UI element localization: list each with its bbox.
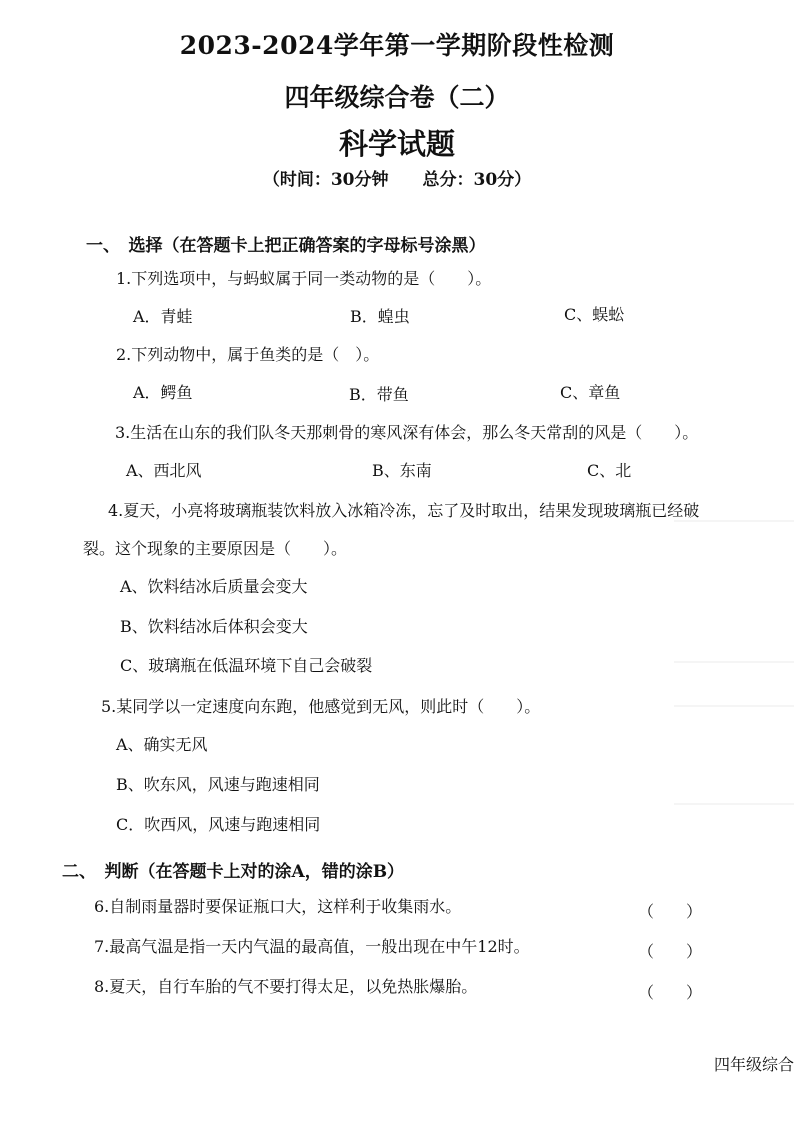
scan-bleed-mark bbox=[674, 661, 794, 663]
question-8-stem: 8.夏天，自行车胎的气不要打得太足，以免热胀爆胎。 bbox=[94, 977, 478, 996]
question-7-answer-parentheses: （ ） bbox=[638, 942, 703, 961]
section-1-heading: 一、 选择（在答题卡上把正确答案的字母标号涂黑） bbox=[86, 236, 486, 256]
question-2-option-b: B．带鱼 bbox=[349, 385, 409, 404]
question-6-answer-parentheses: （ ） bbox=[638, 902, 703, 921]
question-1-option-b: B．蝗虫 bbox=[350, 307, 410, 326]
question-4-stem-line-1: 4.夏天，小亮将玻璃瓶装饮料放入冰箱冷冻，忘了及时取出，结果发现玻璃瓶已经破 bbox=[108, 501, 700, 520]
question-8-answer-parentheses: （ ） bbox=[638, 983, 703, 1002]
scan-bleed-mark bbox=[674, 803, 794, 805]
question-4-option-a: A、饮料结冰后质量会变大 bbox=[120, 577, 308, 596]
scan-bleed-mark bbox=[674, 705, 794, 707]
question-3-option-b: B、东南 bbox=[372, 461, 432, 480]
subject-title: 科学试题 bbox=[338, 127, 455, 161]
exam-title: 2023-2024学年第一学期阶段性检测 bbox=[179, 31, 615, 60]
question-5-option-b: B、吹东风，风速与跑速相同 bbox=[116, 775, 320, 794]
question-1-stem: 1.下列选项中，与蚂蚁属于同一类动物的是（ ）。 bbox=[116, 269, 492, 288]
question-3-option-c: C、北 bbox=[587, 461, 632, 480]
exam-subtitle: 四年级综合卷（二） bbox=[284, 83, 510, 112]
question-2-option-a: A．鳄鱼 bbox=[133, 383, 193, 402]
section-2-heading: 二、 判断（在答题卡上对的涂A，错的涂B） bbox=[62, 862, 405, 882]
question-7-stem: 7.最高气温是指一天内气温的最高值，一般出现在中午12时。 bbox=[94, 937, 530, 956]
scan-bleed-mark bbox=[674, 520, 794, 522]
question-4-stem-line-2: 裂。这个现象的主要原因是（ ）。 bbox=[83, 539, 348, 558]
question-4-option-b: B、饮料结冰后体积会变大 bbox=[120, 617, 308, 636]
question-5-option-a: A、确实无风 bbox=[116, 735, 208, 754]
question-6-stem: 6.自制雨量器时要保证瓶口大，这样利于收集雨水。 bbox=[94, 897, 462, 916]
question-2-stem: 2.下列动物中，属于鱼类的是（ ）。 bbox=[116, 345, 380, 364]
question-4-option-c: C、玻璃瓶在低温环境下自己会破裂 bbox=[120, 656, 373, 675]
exam-meta: （时间：30分钟 总分：30分） bbox=[262, 170, 532, 190]
question-3-option-a: A、西北风 bbox=[126, 461, 202, 480]
question-1-option-a: A．青蛙 bbox=[133, 307, 193, 326]
question-1-option-c: C、蜈蚣 bbox=[564, 305, 625, 324]
question-3-stem: 3.生活在山东的我们队冬天那刺骨的寒风深有体会，那么冬天常刮的风是（ ）。 bbox=[115, 423, 699, 442]
question-5-option-c: C．吹西风，风速与跑速相同 bbox=[116, 815, 321, 834]
question-2-option-c: C、章鱼 bbox=[560, 383, 621, 402]
page-footer: 四年级综合 bbox=[713, 1055, 794, 1074]
question-5-stem: 5.某同学以一定速度向东跑，他感觉到无风，则此时（ ）。 bbox=[101, 697, 541, 716]
